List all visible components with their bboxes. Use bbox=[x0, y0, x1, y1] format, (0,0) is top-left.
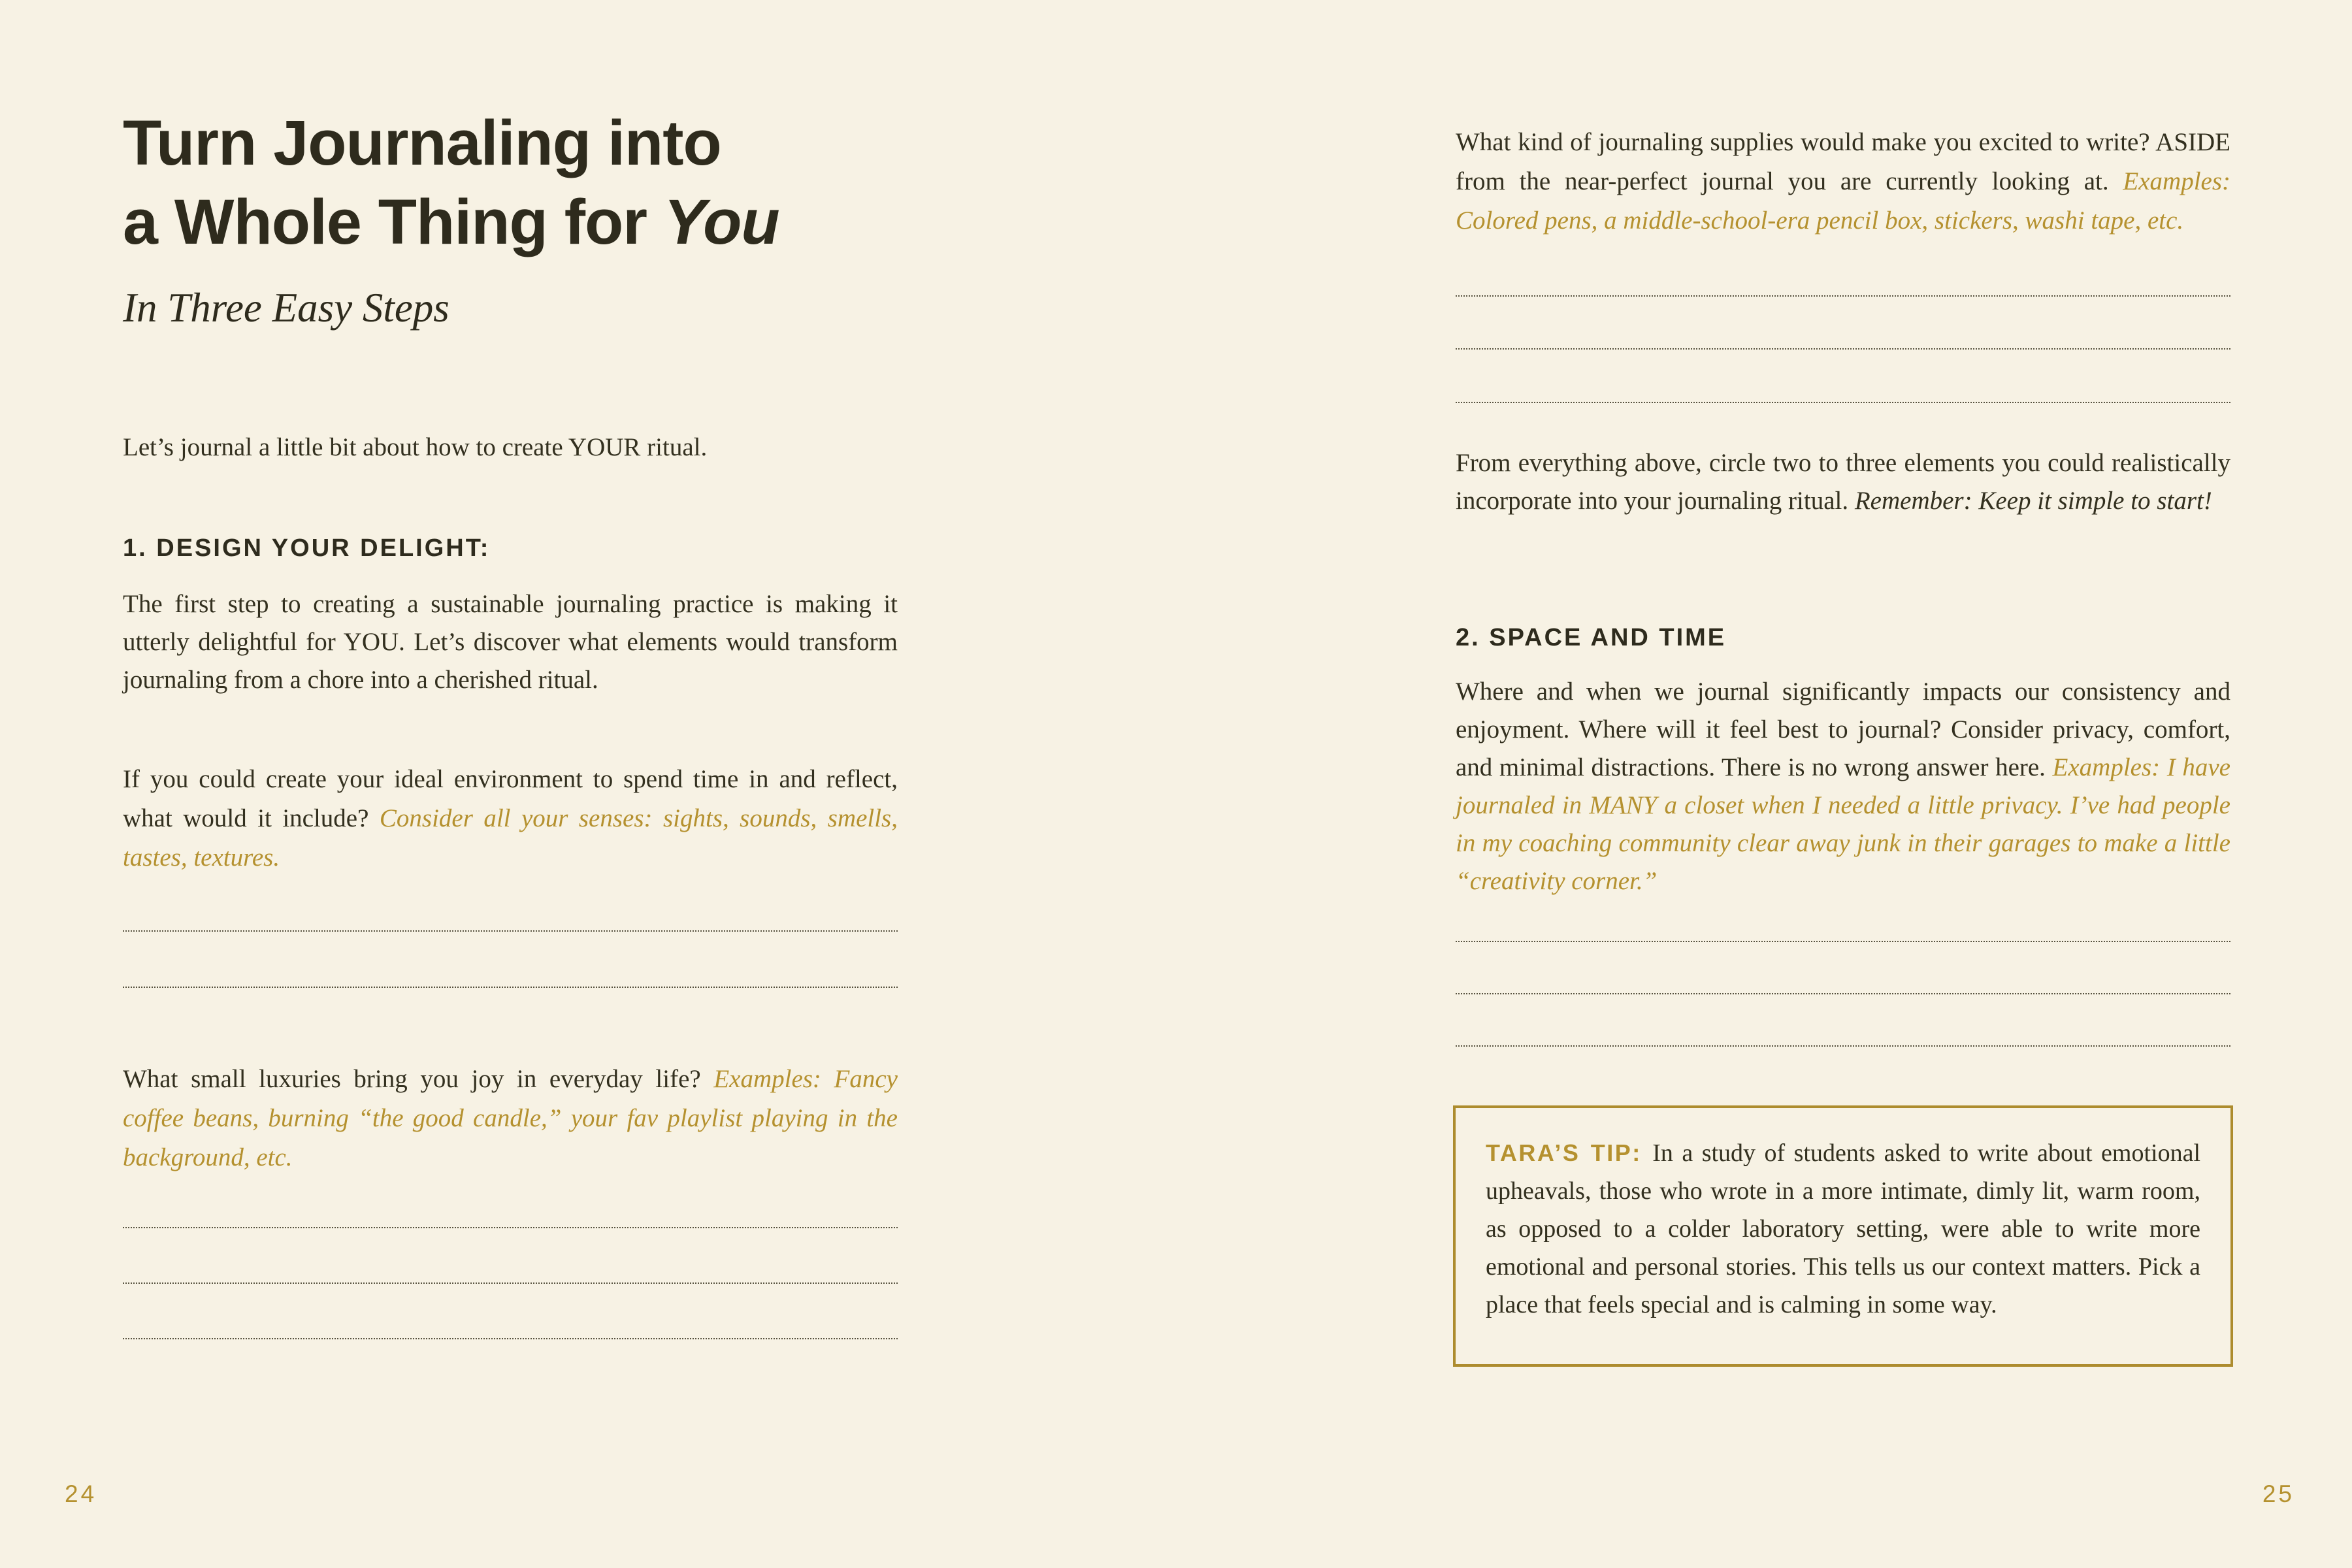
circle-instruction-text: From everything above, circle two to three elements you could realistically incorporate into your journaling ritual. bbox=[1456, 449, 2230, 515]
writing-line bbox=[123, 1338, 898, 1339]
question-environment-prompt: If you could create your ideal environment to spend time in and reflect, what would it include? bbox=[123, 765, 898, 832]
section1-heading: 1. DESIGN YOUR DELIGHT: bbox=[123, 534, 491, 562]
writing-line bbox=[1456, 993, 2230, 994]
page-left bbox=[123, 0, 898, 1568]
writing-line bbox=[1456, 402, 2230, 403]
writing-line bbox=[123, 930, 898, 932]
writing-line bbox=[123, 1282, 898, 1284]
page-title-line2 bbox=[123, 182, 898, 261]
section2-body bbox=[1456, 673, 2230, 900]
question-luxuries-example: Examples: Fancy coffee beans, burning “the good candle,” your fav playlist playing in the background, etc. bbox=[123, 1065, 898, 1171]
question-supplies-example: Examples: Colored pens, a middle-school-era pencil box, stickers, washi tape, etc. bbox=[1456, 167, 2230, 235]
page-number-right: 25 bbox=[2262, 1480, 2295, 1507]
section1-body: The first step to creating a sustainable journaling practice is making it utterly delightful for YOU. Let’s discover what elements would transform journaling from a chore into a cherished ritual. bbox=[123, 590, 898, 694]
writing-line bbox=[1456, 295, 2230, 297]
page-title-line2-italic: You bbox=[663, 186, 779, 257]
page-right bbox=[1456, 0, 2230, 1568]
writing-line bbox=[1456, 941, 2230, 942]
writing-line bbox=[1456, 1045, 2230, 1047]
page-number-left: 24 bbox=[65, 1480, 97, 1507]
page-title bbox=[123, 103, 898, 261]
section2-heading: 2. SPACE AND TIME bbox=[1456, 624, 1727, 651]
page-title-line1: Turn Journaling into bbox=[123, 107, 721, 178]
question-supplies bbox=[1456, 123, 2230, 240]
intro-text: Let’s journal a little bit about how to create YOUR ritual. bbox=[123, 433, 708, 461]
page-subtitle: In Three Easy Steps bbox=[123, 285, 449, 331]
section2-body-text: Where and when we journal significantly impacts our consistency and enjoyment. Where will it feel best to journal? Consider privacy, comfort, and minimal distractions. There is no wrong answer here. bbox=[1456, 678, 2230, 781]
question-luxuries bbox=[123, 1060, 898, 1177]
writing-line bbox=[1456, 348, 2230, 350]
tip-text bbox=[1486, 1134, 2200, 1324]
question-environment bbox=[123, 760, 898, 877]
circle-instruction-emphasis: Remember: Keep it simple to start! bbox=[1854, 487, 2212, 515]
question-luxuries-prompt: What small luxuries bring you joy in everyday life? bbox=[123, 1065, 714, 1093]
section2-example: Examples: I have journaled in MANY a closet when I needed a little privacy. I’ve had people in my coaching community clear away junk in their garages to make a little “creativity corner.” bbox=[1456, 753, 2230, 895]
tip-body: In a study of students asked to write about emotional upheavals, those who wrote in a more intimate, dimly lit, warm room, as opposed to a colder laboratory setting, were able to write more emotional and personal stories. This tells us our context matters. Pick a place that feels special and is calming in some way. bbox=[1486, 1139, 2201, 1318]
tip-box bbox=[1453, 1105, 2233, 1367]
page-title-line2-regular: a Whole Thing for bbox=[123, 186, 664, 257]
question-environment-example: Consider all your senses: sights, sounds, smells, tastes, textures. bbox=[123, 804, 898, 872]
tip-label: TARA’S TIP: bbox=[1486, 1139, 1653, 1166]
writing-line bbox=[123, 1227, 898, 1228]
circle-instruction bbox=[1456, 444, 2230, 520]
writing-line bbox=[123, 987, 898, 988]
question-supplies-prompt: What kind of journaling supplies would make you excited to write? ASIDE from the near-perfect journal you are currently looking at. bbox=[1456, 128, 2230, 195]
